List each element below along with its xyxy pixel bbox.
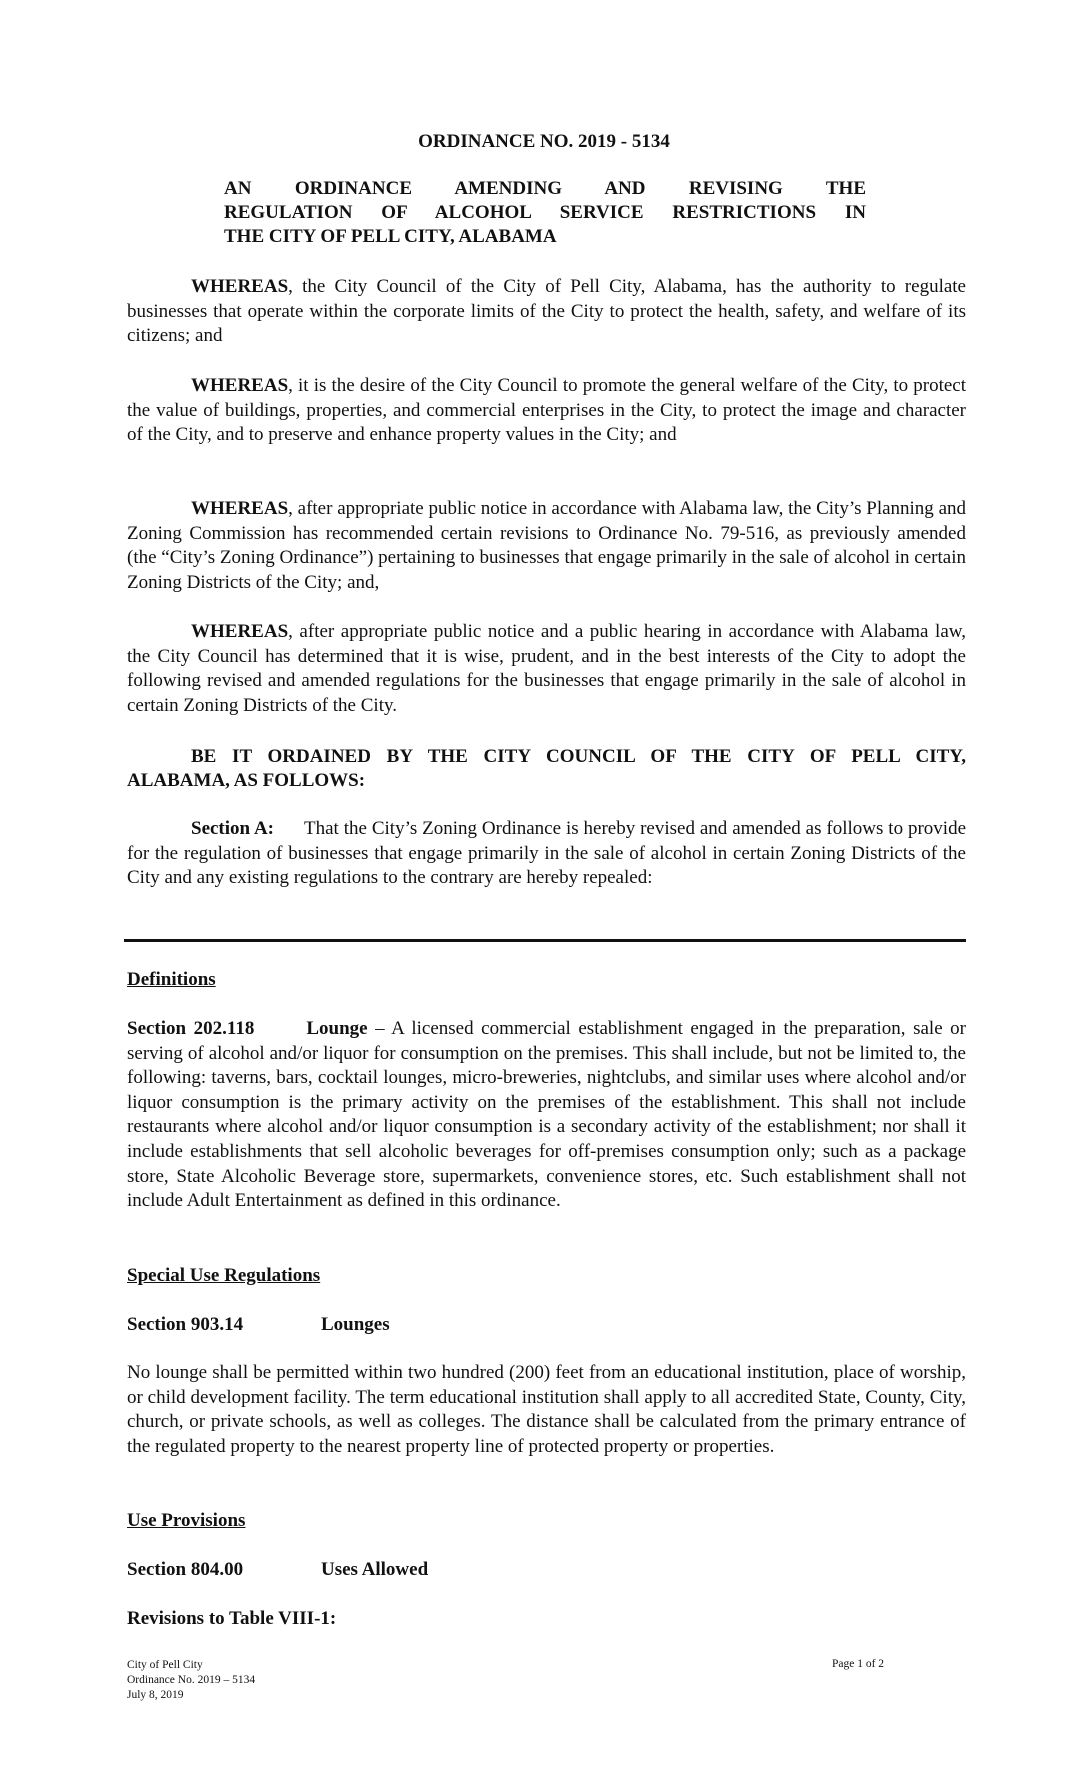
recital-1 [127, 275, 966, 349]
section-number: Section 804.00 [127, 1559, 244, 1580]
subtitle-line: THE CITY OF PELL CITY, ALABAMA [224, 226, 557, 247]
section-number: Section 903.14 [127, 1314, 244, 1335]
subtitle-line: AN ORDINANCE AMENDING AND REVISING THE [224, 178, 866, 199]
footer-info [127, 1658, 255, 1703]
footer-date: July 8, 2019 [127, 1689, 184, 1701]
ordained-clause [127, 745, 966, 793]
definitions-heading: Definitions [127, 969, 216, 990]
recital-text: , after appropriate public notice and a public hearing in accordance with Alabama law, the City Council has determined that it is wise, prudent, and in the best interests of the City to adopt the following revised and amended regulations for the businesses that engage primarily in the sale of alcohol in certain Zoning Districts of the City. [127, 621, 966, 716]
ordinance-number: ORDINANCE NO. 2019 - 5134 [418, 131, 670, 152]
table-revisions-label: Revisions to Table VIII-1: [127, 1608, 337, 1629]
recital-text: , the City Council of the City of Pell City, Alabama, has the authority to regulate businesses that operate within the corporate limits of the City to protect the health, safety, and welfare of its citizens; and [127, 276, 966, 346]
subtitle-line: REGULATION OF ALCOHOL SERVICE RESTRICTIONS IN [224, 202, 866, 223]
section-a-text: That the City’s Zoning Ordinance is hereby revised and amended as follows to provide for the regulation of businesses that engage primarily in the sale of alcohol in certain Zoning Districts of the City and any existing regulations to the contrary are hereby repealed: [127, 818, 966, 888]
recital-4 [127, 620, 966, 718]
section-804-00 [127, 1559, 429, 1581]
recital-text: , it is the desire of the City Council to promote the general welfare of the City, to protect the value of buildings, properties, and commercial enterprises in the City, to protect the image and character of the City, and to preserve and enhance property values in the City; and [127, 375, 966, 445]
recital-lead: WHEREAS [191, 375, 289, 396]
use-provisions-heading: Use Provisions [127, 1510, 246, 1531]
footer-ordinance: Ordinance No. 2019 – 5134 [127, 1674, 256, 1686]
ordained-line-1: BE IT ORDAINED BY THE CITY COUNCIL OF THE CITY OF PELL CITY, [191, 746, 966, 767]
special-use-text: No lounge shall be permitted within two hundred (200) feet from an educational institution, place of worship, or child development facility. The term educational institution shall apply to all accredited State, County, City, church, or private schools, as well as colleges. The distance shall be calculated from the primary entrance of the regulated property to the nearest property line of protected property or properties. [127, 1362, 966, 1457]
recital-lead: WHEREAS [191, 621, 289, 642]
special-use-heading: Special Use Regulations [127, 1265, 321, 1286]
definition-section-number: Section 202.118 [127, 1018, 255, 1039]
recital-lead: WHEREAS [191, 276, 289, 297]
footer-city: City of Pell City [127, 1659, 203, 1671]
recital-2 [127, 374, 966, 448]
definition-text: – A licensed commercial establishment engaged in the preparation, sale or serving of alcohol and/or liquor for consumption on the premises. This shall include, but not be limited to, the following: taverns, bars, cocktail lounges, micro-breweries, nightclubs, and similar uses where alcohol and/or liquor consumption is the primary activity on the premises of the establishment. This shall not include restaurants where alcohol and/or liquor consumption is a secondary activity of the establishment; nor shall it include establishments that sell alcoholic beverages for off-premises consumption only; such as a package store, State Alcoholic Beverage store, supermarkets, convenience stores, etc. Such establishment shall not include Adult Entertainment as defined in this ordinance. [127, 1018, 967, 1212]
page-number: Page 1 of 2 [832, 1658, 885, 1670]
section-title: Lounges [321, 1314, 390, 1335]
definition-term: Lounge [306, 1018, 368, 1039]
section-a [127, 817, 966, 891]
section-903-14 [127, 1314, 390, 1336]
section-a-lead: Section A: [191, 818, 275, 839]
recital-3 [127, 497, 966, 595]
recital-lead: WHEREAS [191, 498, 289, 519]
ordinance-subtitle [224, 177, 866, 249]
recital-text: , after appropriate public notice in accordance with Alabama law, the City’s Planning and Zoning Commission has recommended certain revisions to Ordinance No. 79-516, as previously amended (the “City’s Zoning Ordinance”) pertaining to businesses that engage primarily in the sale of alcohol in certain Zoning Districts of the City; and, [127, 498, 966, 593]
definition-lounge [127, 1017, 966, 1214]
divider-rule [124, 939, 966, 942]
section-title: Uses Allowed [321, 1559, 429, 1580]
ordained-line-2: ALABAMA, AS FOLLOWS: [127, 770, 366, 791]
